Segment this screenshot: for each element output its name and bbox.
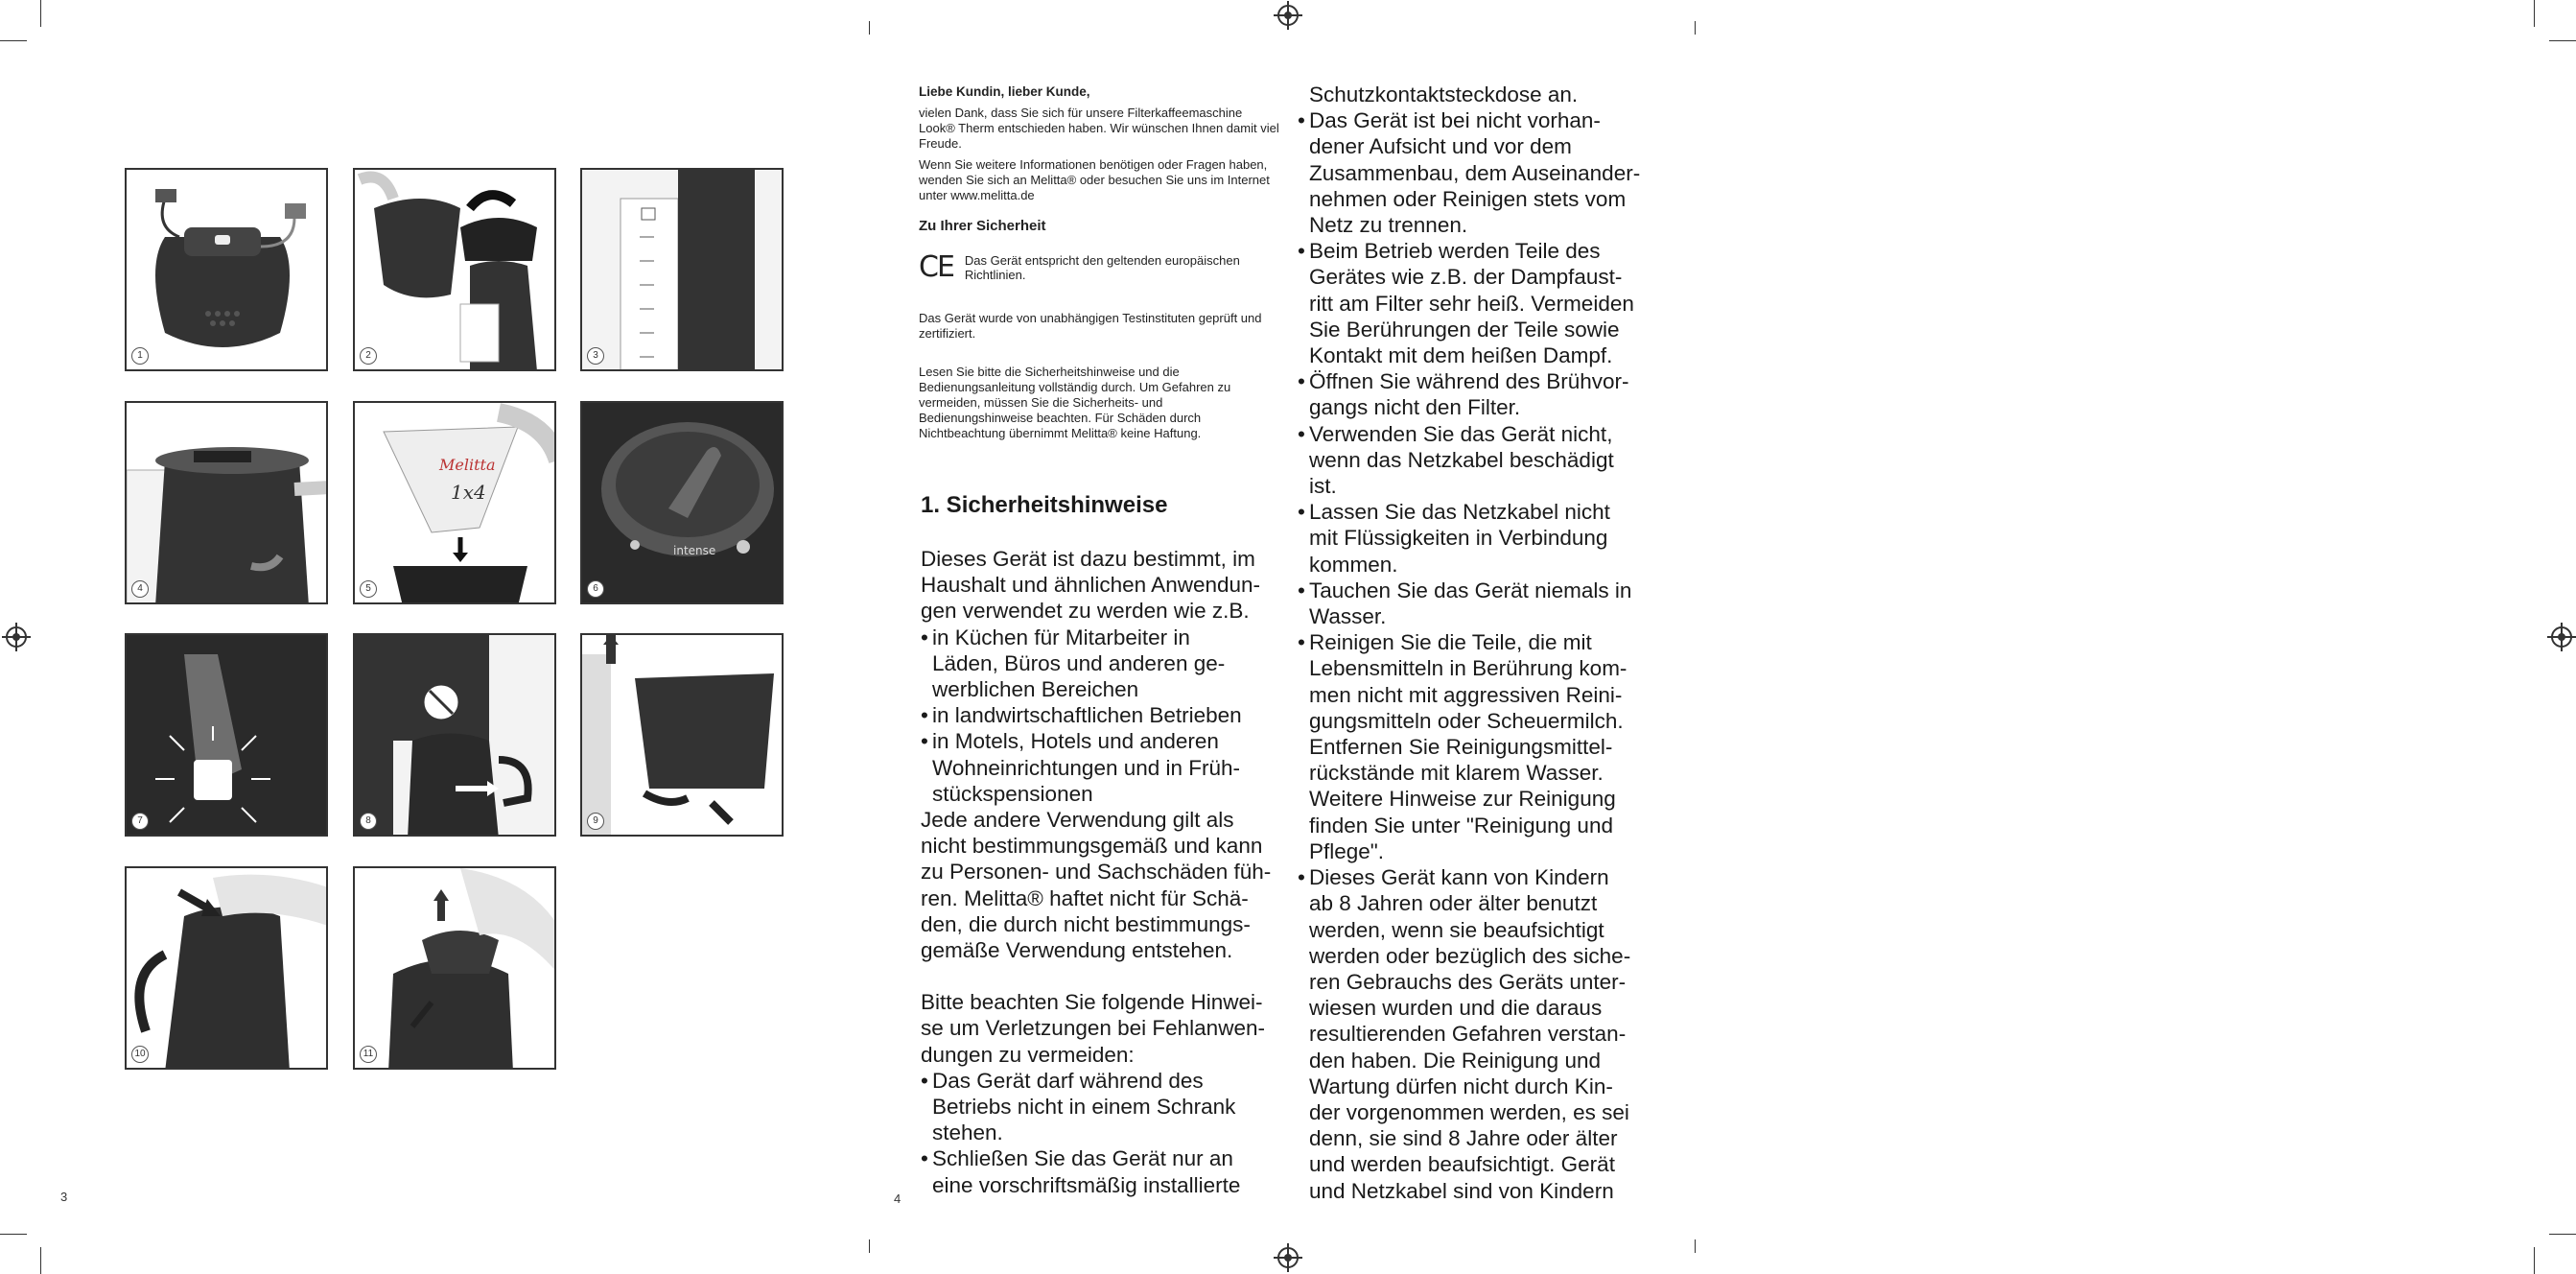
crop-mark [869, 21, 870, 35]
illustration-panel-9 [580, 633, 784, 837]
step-number: 3 [587, 347, 604, 365]
step-number: 7 [131, 813, 149, 830]
text-line: kommen. [1309, 552, 1398, 577]
crop-mark [2549, 1234, 2576, 1235]
text-line: • in Motels, Hotels und anderen [921, 728, 1285, 754]
thanks-paragraph: vielen Dank, dass Sie sich für unsere Filterkaffeemaschine Look® Therm entschieden haben. Wir wünschen Ihnen damit viel Freude. [919, 106, 1279, 151]
illustration-panel-6 [580, 401, 784, 604]
text-line: und werden beaufsichtigt. Gerät [1309, 1152, 1615, 1177]
crop-mark [0, 40, 27, 41]
text-line: Entfernen Sie Reinigungsmittel- [1309, 735, 1613, 760]
tested-paragraph: Das Gerät wurde von unabhängigen Testinstituten geprüft und zertifiziert. [919, 311, 1262, 341]
text-line: Betriebs nicht in einem Schrank [932, 1095, 1236, 1120]
text-line: • Dieses Gerät kann von Kindern [1298, 864, 1662, 890]
text-line: • Verwenden Sie das Gerät nicht, [1298, 421, 1662, 447]
text-line: se um Verletzungen bei Fehlanwen- [921, 1016, 1265, 1041]
text-line: • Lassen Sie das Netzkabel nicht [1298, 499, 1662, 525]
text-line: den haben. Die Reinigung und [1309, 1048, 1601, 1073]
text-line: wiesen wurden und die daraus [1309, 996, 1603, 1021]
closing-lid-illustration [127, 403, 328, 604]
illustration-panel-3 [580, 168, 784, 371]
text-line: Weitere Hinweise zur Reinigung [1309, 787, 1616, 812]
text-line: Schutzkontaktsteckdose an. [1309, 83, 1579, 106]
text-line: ab 8 Jahren oder älter benutzt [1309, 891, 1598, 916]
text-line: werden, wenn sie beaufsichtigt [1309, 917, 1604, 942]
water-scale-illustration [582, 170, 784, 371]
text-line: Läden, Büros und anderen ge- [932, 650, 1226, 675]
text-line: Wasser. [1309, 604, 1387, 629]
registration-mark-icon [6, 626, 27, 648]
aroma-label: intense [673, 544, 716, 557]
text-line: gemäße Verwendung entstehen. [921, 938, 1233, 963]
page-number-left: 3 [60, 1190, 68, 1204]
text-line: Gerätes wie z.B. der Dampfaust- [1309, 265, 1623, 290]
illustration-panel-4 [125, 401, 328, 604]
text-line: nehmen oder Reinigen stets vom [1309, 186, 1627, 211]
open-lid-illustration [355, 868, 556, 1070]
registration-mark-icon [2551, 626, 2572, 648]
crop-mark [0, 1234, 27, 1235]
base-cord-illustration [127, 170, 328, 371]
text-line: Zusammenbau, dem Auseinander- [1309, 160, 1641, 185]
illustration-panel-11 [353, 866, 556, 1070]
text-line: Wohneinrichtungen und in Früh- [932, 755, 1241, 780]
filling-tank-illustration [355, 170, 556, 371]
read-instructions-paragraph: Lesen Sie bitte die Sicherheitshinweise und die Bedienungsanleitung vollständig durch. Um Gefahren zu vermeiden, müssen Sie die Sicherheits- und Bedienungshinweise beachten. Für Schäden durch Nichtbeachtung übernimmt Melitta® keine Haftung. [919, 365, 1231, 440]
registration-mark-icon [1277, 1247, 1299, 1268]
switch-on-illustration [127, 635, 328, 837]
crop-mark [1695, 21, 1696, 35]
greeting: Liebe Kundin, lieber Kunde, [919, 84, 1090, 99]
text-line: der vorgenommen werden, es sei [1309, 1099, 1629, 1124]
text-line: ren Gebrauchs des Geräts unter- [1309, 969, 1627, 994]
text-line: den, die durch nicht bestimmungs- [921, 911, 1251, 936]
text-line [921, 963, 1285, 989]
text-line: Lebensmitteln in Berührung kom- [1309, 656, 1628, 681]
crop-mark [40, 0, 41, 27]
text-line: • Beim Betrieb werden Teile des [1298, 238, 1662, 264]
text-line: • Tauchen Sie das Gerät niemals in [1298, 578, 1662, 603]
ce-text: Das Gerät entspricht den geltenden europäischen Richtlinien. [964, 253, 1240, 282]
text-line: Pflege". [1309, 838, 1385, 863]
text-line: Wartung dürfen nicht durch Kin- [1309, 1073, 1613, 1098]
text-line: stückspensionen [932, 781, 1093, 806]
safety-column-1 [921, 492, 1285, 1198]
text-line: dungen zu vermeiden: [921, 1042, 1135, 1067]
step-number: 10 [131, 1046, 149, 1063]
crop-mark [2534, 1247, 2535, 1274]
intro-column [919, 84, 1279, 447]
crop-mark [2549, 40, 2576, 41]
step-number: 9 [587, 813, 604, 830]
text-line: gen verwendet zu werden wie z.B. [921, 599, 1250, 624]
step-number: 5 [360, 580, 377, 598]
text-line: wenn das Netzkabel beschädigt [1309, 447, 1614, 472]
remove-filter-illustration [582, 635, 784, 837]
safety-heading: Zu Ihrer Sicherheit [919, 218, 1046, 234]
text-line: Netz zu trennen. [1309, 213, 1468, 238]
text-line: • Öffnen Sie während des Brühvor- [1298, 368, 1662, 394]
page-number-right: 4 [894, 1191, 902, 1206]
text-line: ist. [1309, 474, 1337, 499]
section-heading: 1. Sicherheitshinweise [921, 492, 1168, 518]
ce-mark-icon: CE [919, 250, 953, 284]
aroma-selector-illustration [582, 403, 784, 604]
remove-carafe-illustration [355, 635, 556, 837]
col2-lines [1298, 82, 1662, 1204]
illustration-panel-2 [353, 168, 556, 371]
text-line: • Reinigen Sie die Teile, die mit [1298, 629, 1662, 655]
step-number: 6 [587, 580, 604, 598]
text-line: stehen. [932, 1121, 1003, 1145]
text-line: • in landwirtschaftlichen Betrieben [921, 702, 1285, 728]
filter-insert-illustration [355, 403, 556, 604]
illustration-panel-1 [125, 168, 328, 371]
registration-mark-icon [1277, 5, 1299, 26]
step-number: 2 [360, 347, 377, 365]
col1-lines [921, 546, 1285, 1198]
text-line: ren. Melitta® haftet nicht für Schä- [921, 885, 1249, 910]
text-line: eine vorschriftsmäßig installierte [932, 1172, 1241, 1197]
text-line: werden oder bezüglich des siche- [1309, 943, 1631, 968]
crop-mark [869, 1239, 870, 1253]
filter-brand-text: Melitta [439, 456, 496, 474]
text-line: Jede andere Verwendung gilt als [921, 808, 1234, 833]
text-line: dener Aufsicht und vor dem [1309, 134, 1572, 159]
text-line: werblichen Bereichen [932, 677, 1139, 702]
text-line: Haushalt und ähnlichen Anwendun- [921, 573, 1261, 598]
step-number: 8 [360, 813, 377, 830]
text-line: • Schließen Sie das Gerät nur an [921, 1145, 1285, 1171]
text-line: Dieses Gerät ist dazu bestimmt, im [921, 547, 1255, 571]
illustration-panel-5 [353, 401, 556, 604]
info-paragraph: Wenn Sie weitere Informationen benötigen oder Fragen haben, wenden Sie sich an Melitta® oder besuchen Sie uns im Internet unter www.melitta.de [919, 157, 1270, 202]
step-number: 4 [131, 580, 149, 598]
step-number: 1 [131, 347, 149, 365]
text-line: mit Flüssigkeiten in Verbindung [1309, 526, 1608, 551]
safety-column-2 [1298, 82, 1662, 1204]
text-line: denn, sie sind 8 Jahre oder älter [1309, 1126, 1618, 1151]
illustration-panel-10 [125, 866, 328, 1070]
text-line: resultierenden Gefahren verstan- [1309, 1022, 1627, 1047]
text-line: • in Küchen für Mitarbeiter in [921, 625, 1285, 650]
crop-mark [1695, 1239, 1696, 1253]
illustration-panel-8 [353, 633, 556, 837]
text-line: nicht bestimmungsgemäß und kann [921, 834, 1263, 859]
text-line: • Das Gerät darf während des [921, 1068, 1285, 1094]
ce-row [919, 250, 1279, 284]
text-line: finden Sie unter "Reinigung und [1309, 813, 1613, 838]
text-line: Kontakt mit dem heißen Dampf. [1309, 343, 1613, 368]
text-line: • Das Gerät ist bei nicht vorhan- [1298, 107, 1662, 133]
step-number: 11 [360, 1046, 377, 1063]
text-line: Sie Berührungen der Teile sowie [1309, 317, 1620, 342]
text-line: und Netzkabel sind von Kindern [1309, 1178, 1614, 1203]
filter-size-text: 1x4 [451, 481, 486, 504]
text-line: men nicht mit aggressiven Reini- [1309, 682, 1623, 707]
text-line: Bitte beachten Sie folgende Hinwei- [921, 990, 1263, 1015]
text-line: gangs nicht den Filter. [1309, 395, 1521, 420]
text-line: gungsmitteln oder Scheuermilch. [1309, 708, 1624, 733]
text-line: rückstände mit klarem Wasser. [1309, 761, 1604, 786]
lid-button-illustration [127, 868, 328, 1070]
crop-mark [40, 1247, 41, 1274]
text-line: zu Personen- und Sachschäden füh- [921, 860, 1272, 885]
illustration-panel-7 [125, 633, 328, 837]
text-line: ritt am Filter sehr heiß. Vermeiden [1309, 291, 1634, 316]
crop-mark [2534, 0, 2535, 27]
